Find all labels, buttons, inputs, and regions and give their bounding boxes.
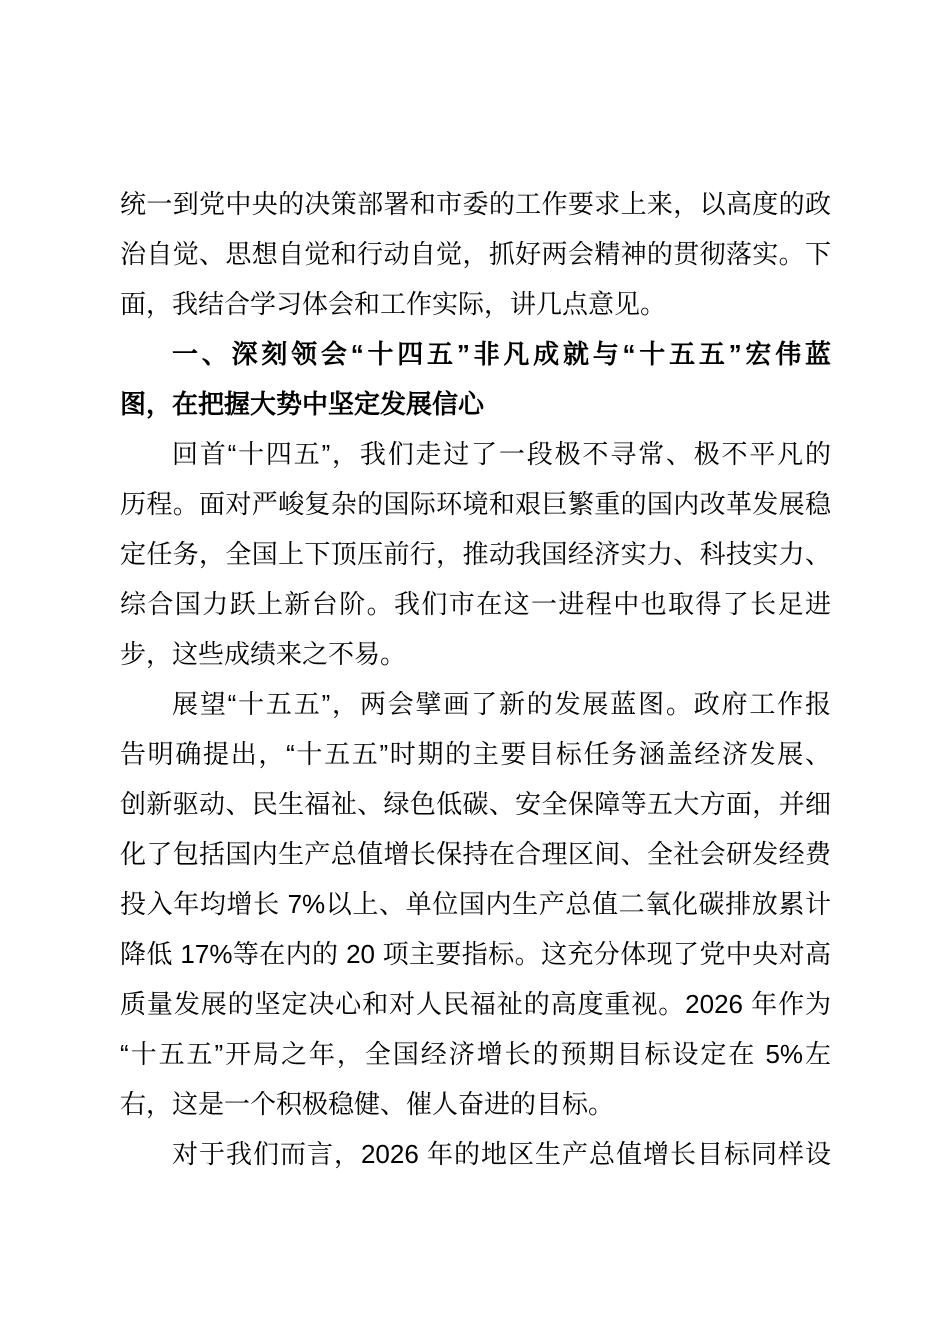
text-line: 告明确提出，“十五五”时期的主要目标任务涵盖经济发展、: [120, 739, 831, 769]
text-line: “十五五”开局之年，全国经济增长的预期目标设定在 5%左: [120, 1039, 831, 1069]
paragraph: [120, 429, 831, 679]
text-line: 综合国力跃上新台阶。我们市在这一进程中也取得了长足进: [120, 589, 831, 619]
text-line: 回首“十四五”，我们走过了一段极不寻常、极不平凡的: [172, 439, 831, 469]
text-line: 创新驱动、民生福祉、绿色低碳、安全保障等五大方面，并细: [120, 789, 831, 819]
text-line: 投入年均增长 7%以上、单位国内生产总值二氧化碳排放累计: [120, 889, 831, 919]
text-line: 历程。面对严峻复杂的国际环境和艰巨繁重的国内改革发展稳: [120, 489, 831, 519]
paragraph: [120, 1129, 831, 1179]
text-line: 质量发展的坚定决心和对人民福祉的高度重视。2026 年作为: [120, 989, 831, 1019]
text-line: 对于我们而言，2026 年的地区生产总值增长目标同样设: [172, 1139, 831, 1169]
text-line: 定任务，全国上下顶压前行，推动我国经济实力、科技实力、: [120, 539, 831, 569]
text-line: 降低 17%等在内的 20 项主要指标。这充分体现了党中央对高: [120, 939, 831, 969]
text-line: 一、深刻领会“十四五”非凡成就与“十五五”宏伟蓝: [172, 339, 831, 369]
text-line: 展望“十五五”，两会擘画了新的发展蓝图。政府工作报: [172, 689, 831, 719]
text-line: 步，这些成绩来之不易。: [120, 639, 407, 669]
text-line: 右，这是一个积极稳健、催人奋进的目标。: [120, 1089, 615, 1119]
paragraph: [120, 679, 831, 1129]
paragraph: [120, 179, 831, 329]
text-line: 治自觉、思想自觉和行动自觉，抓好两会精神的贯彻落实。下: [120, 239, 831, 269]
section-heading: [120, 329, 831, 429]
document-body: [120, 179, 831, 1179]
text-line: 化了包括国内生产总值增长保持在合理区间、全社会研发经费: [120, 839, 831, 869]
text-line: 统一到党中央的决策部署和市委的工作要求上来，以高度的政: [120, 189, 831, 219]
text-line: 面，我结合学习体会和工作实际，讲几点意见。: [120, 289, 667, 319]
text-line: 图，在把握大势中坚定发展信心: [120, 389, 485, 419]
